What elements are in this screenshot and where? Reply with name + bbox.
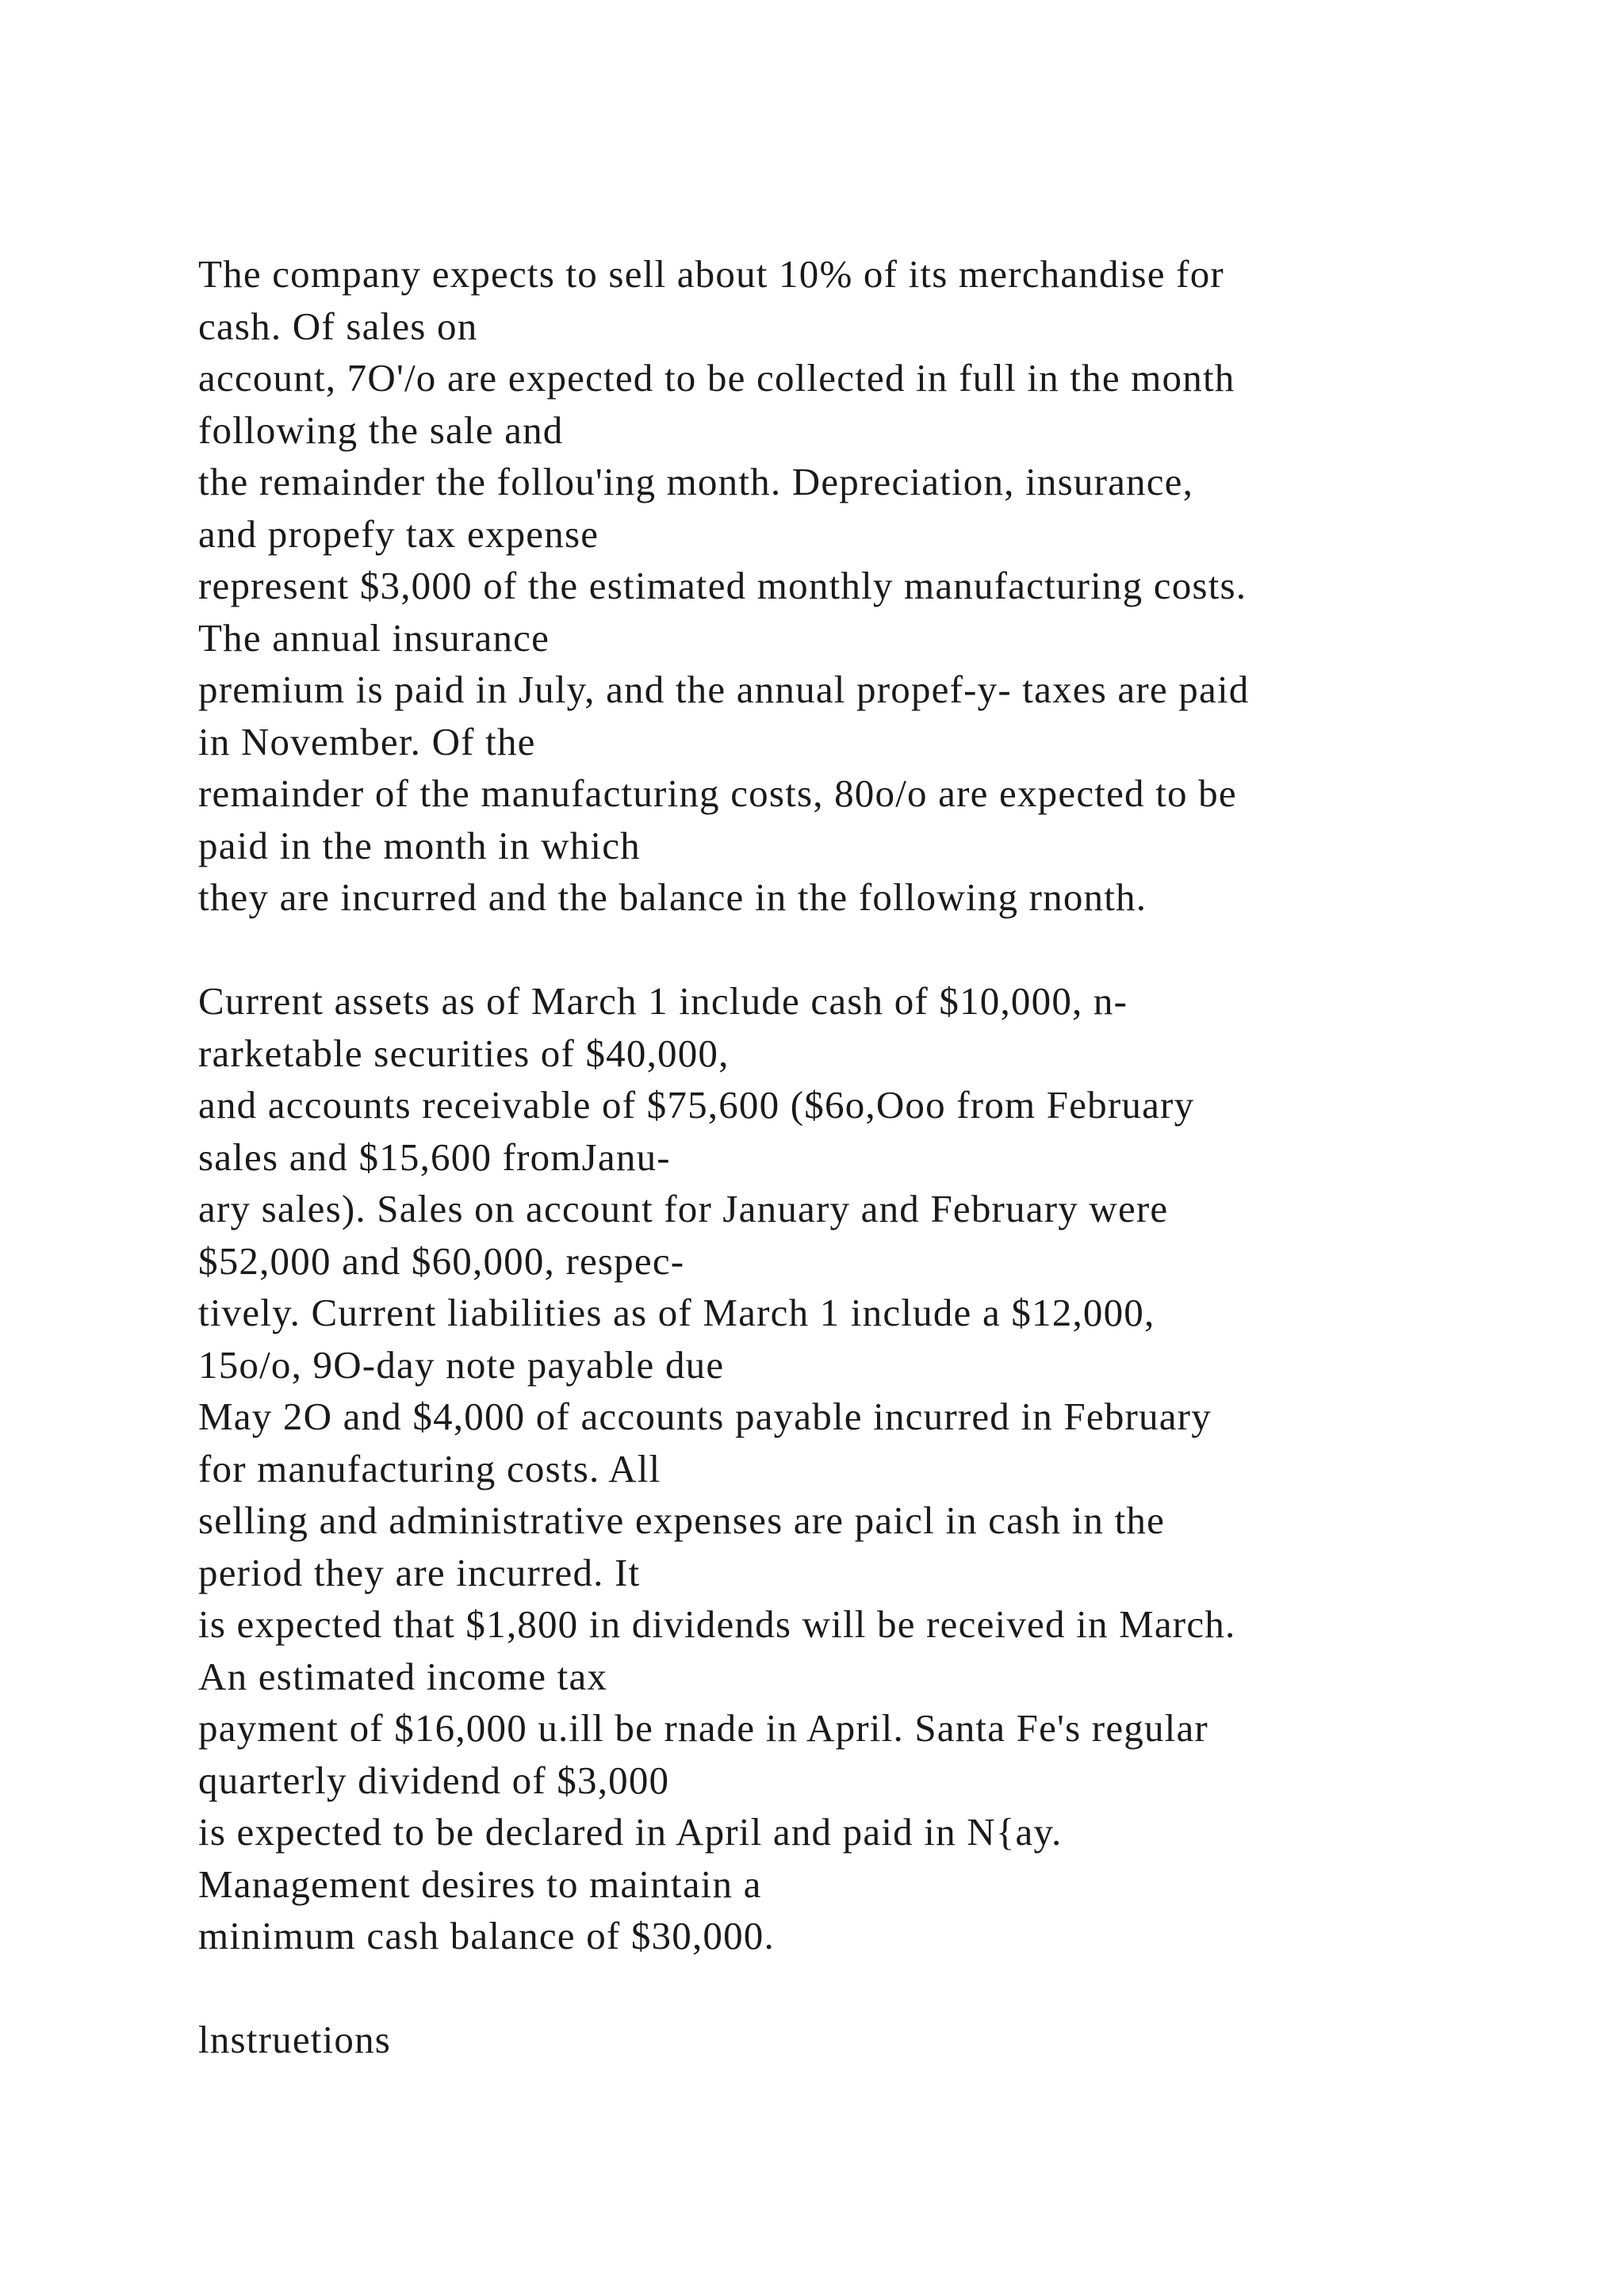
text-line: and propefy tax expense [198,511,599,556]
text-line: quarterly dividend of $3,000 [198,1758,670,1802]
text-line: rarketable securities of $40,000, [198,1031,730,1075]
text-line: May 2O and $4,000 of accounts payable incurred in February [198,1395,1212,1438]
text-line: Current assets as of March 1 include cash of $10,000, n- [198,979,1128,1023]
paragraph-spacer [198,1962,1435,2015]
text-line: $52,000 and $60,000, respec- [198,1238,685,1283]
text-line: minimum cash balance of $30,000. [198,1914,775,1957]
text-line: An estimated income tax [198,1654,608,1698]
text-line: in November. Of the [198,719,536,763]
text-line: and accounts receivable of $75,600 ($6o,Ooo from February [198,1083,1195,1127]
text-line: ary sales). Sales on account for January and February were [198,1187,1169,1230]
text-line: the remainder the follou'ing month. Depreciation, insurance, [198,460,1194,503]
paragraph-sales-collections [198,248,1435,924]
text-line: represent $3,000 of the estimated monthly manufacturing costs. [198,564,1247,607]
document-body [198,248,1435,2066]
text-line: selling and administrative expenses are paicl in cash in the [198,1498,1166,1542]
text-line: 15o/o, 9O-day note payable due [198,1342,725,1387]
text-line: for manufacturing costs. All [198,1446,661,1490]
text-line: The annual insurance [198,615,550,660]
text-line: following the sale and [198,408,564,452]
text-line: paid in the month in which [198,823,641,867]
text-line: sales and $15,600 fromJanu- [198,1135,671,1179]
text-line: is expected to be declared in April and paid in N{ay. [198,1810,1063,1854]
text-line: The company expects to sell about 10% of its merchandise for [198,252,1224,296]
text-line: account, 7O'/o are expected to be collected in full in the month [198,356,1235,400]
text-line: payment of $16,000 u.ill be rnade in April. Santa Fe's regular [198,1706,1208,1750]
text-line: is expected that $1,800 in dividends will be received in March. [198,1602,1236,1646]
text-line: period they are incurred. It [198,1550,641,1594]
text-line: premium is paid in July, and the annual propef-y- taxes are paid [198,668,1250,711]
paragraph-instructions [198,2014,1435,2066]
text-line: cash. Of sales on [198,304,478,348]
paragraph-spacer [198,924,1435,976]
text-line: they are incurred and the balance in the following rnonth. [198,875,1147,919]
text-line: remainder of the manufacturing costs, 80o/o are expected to be [198,771,1237,815]
text-line: Management desires to maintain a [198,1862,762,1906]
text-line: tively. Current liabilities as of March 1 include a $12,000, [198,1291,1155,1334]
instructions-heading: lnstruetions [198,2018,392,2061]
paragraph-current-assets [198,975,1435,1962]
